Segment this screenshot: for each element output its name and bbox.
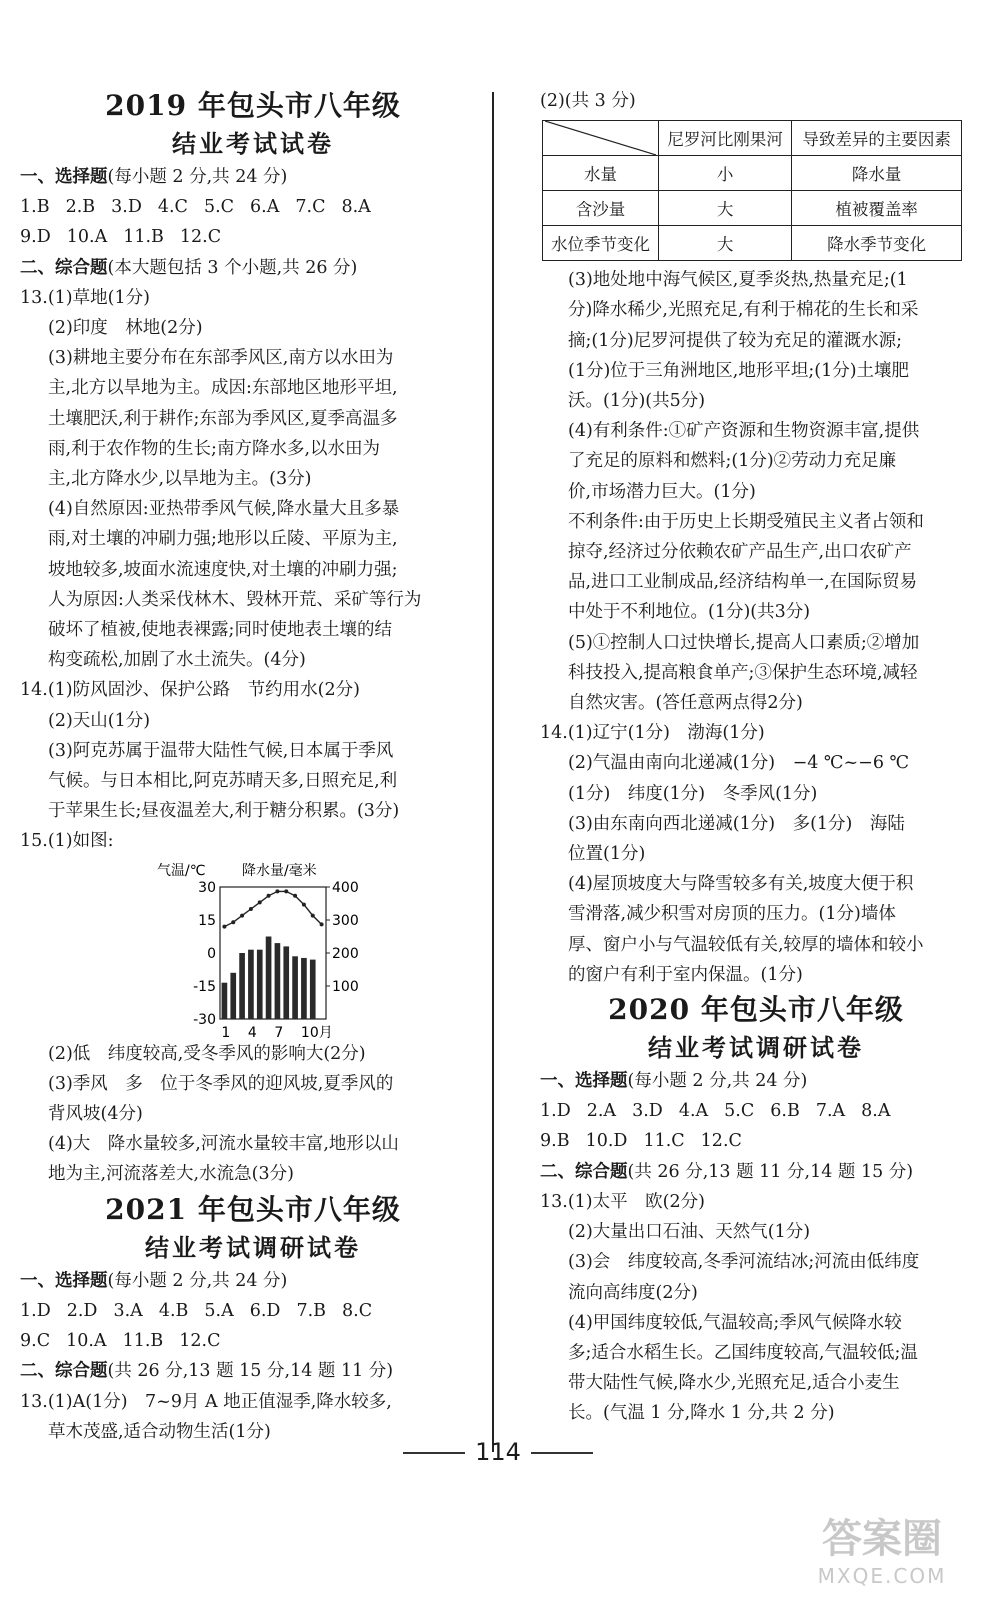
- mc-answer: 9.C: [20, 1331, 51, 1352]
- answer-line: 背风坡(4分): [48, 1104, 143, 1125]
- right-column: [540, 86, 972, 1429]
- answer-line: 的窗户有利于室内保温。(1分): [568, 964, 803, 985]
- temperature-point: [222, 924, 226, 928]
- mc-answer: 5.C: [203, 197, 235, 218]
- mc-answer: 1.D: [20, 1300, 51, 1321]
- table-cell: 降水量: [792, 156, 962, 191]
- right-tick-label: 300: [332, 912, 359, 929]
- table-cell: 小: [659, 156, 792, 191]
- answer-line: (4)屋顶坡度大与降雪较多有关,坡度大便于积: [568, 874, 914, 895]
- diagonal-line-icon: [545, 121, 656, 155]
- section-heading: 二、综合题(本大题包括 3 个小题,共 26 分): [20, 257, 358, 278]
- answer-line: (2)天山(1分): [48, 710, 151, 731]
- table-header-cell: 导致差异的主要因素: [792, 121, 962, 156]
- temperature-point: [275, 889, 279, 893]
- answer-line: (4)甲国纬度较低,气温较高;季风气候降水较: [568, 1312, 902, 1333]
- answer-line: (2)大量出口石油、天然气(1分): [568, 1222, 811, 1243]
- table-cell: 水量: [543, 156, 659, 191]
- climate-chart: [20, 857, 486, 1039]
- mc-answer: 4.A: [678, 1101, 709, 1122]
- left-tick-label: -30: [193, 1011, 216, 1028]
- mc-answer: 12.C: [179, 227, 222, 248]
- mc-answer: 11.C: [643, 1131, 685, 1152]
- temperature-point: [302, 902, 306, 906]
- answer-line: 沃。(1分)(共5分): [568, 391, 706, 412]
- answer-line: (2)气温由南向北递减(1分) −4 ℃~−6 ℃: [568, 753, 910, 774]
- answer-line: (3)地处地中海气候区,夏季炎热,热量充足;(1: [568, 270, 908, 291]
- answer-line: 长。(气温 1 分,降水 1 分,共 2 分): [568, 1403, 835, 1424]
- right-answers: [540, 265, 972, 990]
- temperature-point: [258, 900, 262, 904]
- answer-line: 厚、窗户小与气温较低有关,较厚的墙体和较小: [568, 934, 924, 955]
- x-tick-label: 7: [274, 1024, 284, 1039]
- mc-answer: 8.A: [861, 1101, 891, 1122]
- temperature-point: [284, 889, 288, 893]
- answer-line: 掠夺,经济过分依赖农矿产品生产,出口农矿产: [568, 542, 912, 563]
- mc-answer: 8.C: [342, 1300, 373, 1321]
- temperature-point: [293, 893, 297, 897]
- mc-answer: 10.A: [66, 1331, 107, 1352]
- x-tick-label: 10月: [300, 1024, 333, 1039]
- table-cell: 大: [659, 226, 792, 261]
- exam-2019-subtitle: 结业考试试卷: [172, 129, 334, 158]
- mc-answer: 8.A: [341, 197, 371, 218]
- answer-line: 构变疏松,加剧了水土流失。(4分): [48, 650, 306, 671]
- watermark-logo: 答案圈 MXQE.COM: [817, 1516, 947, 1588]
- mc-answer: 5.A: [204, 1300, 234, 1321]
- q13-2020: [540, 1187, 972, 1429]
- answer-line: (3)季风 多 位于冬季风的迎风坡,夏季风的: [48, 1073, 394, 1094]
- table-corner-cell: [543, 121, 659, 156]
- exam-2021-title: 2021 年包头市八年级: [105, 1192, 401, 1226]
- answer-line: 13.(1)草地(1分): [20, 287, 150, 308]
- left-tick-label: 0: [207, 945, 216, 962]
- mc-answer: 1.B: [20, 197, 50, 218]
- answer-line: 气候。与日本相比,阿克苏晴天多,日照充足,利: [48, 771, 398, 792]
- exam-2020-subtitle: 结业考试调研试卷: [648, 1033, 864, 1063]
- precip-bar: [248, 949, 254, 1018]
- answer-line: 破坏了植被,使地表裸露;同时使地表土壤的结: [48, 620, 392, 641]
- section-heading: 一、选择题(每小题 2 分,共 24 分): [20, 1270, 288, 1291]
- mc-answer: 4.C: [157, 197, 188, 218]
- precip-bar: [310, 959, 316, 1018]
- mc-answers-2020-row2: [540, 1126, 972, 1156]
- mc-answer: 7.A: [815, 1101, 846, 1122]
- answer-line: (4)大 降水量较多,河流水量较丰富,地形以山: [48, 1134, 399, 1155]
- precip-bar: [266, 936, 272, 1019]
- section-heading: 二、综合题(共 26 分,13 题 11 分,14 题 15 分): [540, 1161, 914, 1182]
- precip-bar: [301, 958, 307, 1019]
- answer-line: (3)会 纬度较高,冬季河流结冰;河流由低纬度: [568, 1252, 920, 1273]
- temperature-point: [240, 913, 244, 917]
- answer-line: 14.(1)辽宁(1分) 渤海(1分): [540, 723, 765, 744]
- answer-line: (5)①控制人口过快增长,提高人口素质;②增加: [568, 632, 920, 653]
- section-heading: 一、选择题(每小题 2 分,共 24 分): [540, 1071, 808, 1092]
- exam-2019-title: 2019 年包头市八年级: [105, 89, 401, 122]
- answer-line: 草木茂盛,适合动物生活(1分): [48, 1421, 271, 1442]
- mc-answer: 9.D: [20, 227, 51, 248]
- column-divider: [492, 92, 494, 1452]
- mc-answer: 6.D: [249, 1300, 281, 1321]
- mc-answer: 10.D: [585, 1131, 628, 1152]
- precip-bar: [292, 956, 298, 1019]
- right-axis-label: 降水量/毫米: [242, 862, 317, 879]
- answer-line: 人为原因:人类采伐林木、毁林开荒、采矿等行为: [48, 589, 422, 610]
- table-row: [543, 226, 962, 261]
- mc-answer: 7.B: [296, 1300, 327, 1321]
- mc-answer: 2.D: [66, 1300, 98, 1321]
- table-row: [543, 191, 962, 226]
- answer-line: 价,市场潜力巨大。(1分): [568, 481, 756, 502]
- x-tick-label: 1: [221, 1024, 231, 1039]
- section-heading: 二、综合题(共 26 分,13 题 15 分,14 题 11 分): [20, 1361, 394, 1382]
- answer-line: 13.(1)A(1分) 7~9月 A 地正值湿季,降水较多,: [20, 1391, 392, 1412]
- q13-2019: [20, 283, 486, 676]
- q14-2019: [20, 675, 486, 826]
- table-header-row: [543, 121, 962, 156]
- table-row: [543, 156, 962, 191]
- answer-line: 摘;(1分)尼罗河提供了较为充足的灌溉水源;: [568, 330, 903, 351]
- temperature-point: [267, 893, 271, 897]
- x-tick-label: 4: [247, 1024, 257, 1039]
- answer-line: 品,进口工业制成品,经济结构单一,在国际贸易: [568, 572, 918, 593]
- mc-answer: 9.B: [540, 1131, 570, 1152]
- q15-2019: [20, 1039, 486, 1190]
- mc-answer: 10.A: [66, 227, 108, 248]
- answer-line: 雨,对土壤的冲刷力强;地形以丘陵、平原为主,: [48, 529, 398, 550]
- river-comparison-table: [542, 120, 962, 261]
- answer-line: 了充足的原料和燃料;(1分)②劳动力充足廉: [568, 451, 897, 472]
- section-heading: 一、选择题(每小题 2 分,共 24 分): [20, 167, 288, 187]
- temperature-point: [311, 913, 315, 917]
- temperature-point: [320, 922, 324, 926]
- q15-2019-intro: 15.(1)如图:: [20, 831, 114, 852]
- left-tick-label: 30: [198, 879, 216, 896]
- climate-chart-svg: [20, 857, 360, 1039]
- answer-line: (4)自然原因:亚热带季风气候,降水量大且多暴: [48, 499, 400, 520]
- mc-answer: 5.C: [724, 1101, 755, 1122]
- temperature-point: [249, 907, 253, 911]
- table-cell: 降水季节变化: [792, 226, 962, 261]
- mc-answers-2019-row2: [20, 222, 486, 252]
- left-axis-label: 气温/℃: [157, 862, 206, 879]
- precip-bar: [222, 982, 228, 1018]
- answer-line: 不利条件:由于历史上长期受殖民主义者占领和: [568, 511, 924, 532]
- mc-answers-2020-row1: [540, 1096, 972, 1126]
- answer-line: (1分) 纬度(1分) 冬季风(1分): [568, 783, 818, 804]
- answer-line: 分)降水稀少,光照充足,有利于棉花的生长和采: [568, 300, 919, 321]
- mc-answer: 6.A: [250, 197, 280, 218]
- precip-bar: [230, 972, 236, 1018]
- answer-line: 流向高纬度(2分): [568, 1282, 698, 1303]
- answer-line: 科技投入,提高粮食单产;③保护生态环境,减轻: [568, 662, 918, 683]
- answer-line: 坡地较多,坡面水流速度快,对土壤的冲刷力强;: [48, 559, 398, 580]
- temperature-line: [224, 891, 321, 926]
- left-tick-label: -15: [193, 978, 216, 995]
- answer-line: 14.(1)防风固沙、保护公路 节约用水(2分): [20, 680, 360, 701]
- answer-line: 雨,利于农作物的生长;南方降水多,以水田为: [48, 438, 381, 459]
- mc-answer: 2.B: [65, 197, 96, 218]
- precip-bar: [283, 946, 289, 1019]
- temperature-point: [231, 920, 235, 924]
- right-tick-label: 400: [332, 879, 359, 896]
- mc-answers-2021-row2: [20, 1326, 486, 1356]
- answer-line: (3)耕地主要分布在东部季风区,南方以水田为: [48, 348, 394, 369]
- answer-line: 于苹果生长;昼夜温差大,利于糖分积累。(3分): [48, 801, 400, 822]
- precip-bar: [239, 953, 245, 1019]
- left-tick-label: 15: [198, 912, 216, 929]
- mc-answer: 3.A: [113, 1300, 143, 1321]
- answer-line: 自然灾害。(答任意两点得2分): [568, 693, 803, 714]
- answer-line: 雪滑落,减少积雪对房顶的压力。(1分)墙体: [568, 904, 896, 925]
- mc-answer: 4.B: [158, 1300, 189, 1321]
- answer-line: 中处于不利地位。(1分)(共3分): [568, 602, 811, 623]
- exam-2021-subtitle: 结业考试调研试卷: [145, 1232, 361, 1262]
- precip-bar: [257, 949, 263, 1018]
- table-header-cell: 尼罗河比刚果河: [659, 121, 792, 156]
- mc-answer: 1.D: [540, 1101, 571, 1122]
- exam-2020-title: 2020 年包头市八年级: [608, 993, 904, 1027]
- table-cell: 含沙量: [543, 191, 659, 226]
- mc-answer: 3.D: [632, 1101, 663, 1122]
- left-column: [20, 86, 486, 1447]
- mc-answers-2021-row1: [20, 1296, 486, 1326]
- mc-answer: 12.C: [700, 1131, 742, 1152]
- page-number: 114: [0, 1438, 996, 1466]
- mc-answer: 12.C: [179, 1331, 221, 1352]
- precip-bar: [275, 943, 281, 1019]
- table-cell: 大: [659, 191, 792, 226]
- mc-answer: 2.A: [586, 1101, 617, 1122]
- answer-line: 带大陆性气候,降水少,光照充足,适合小麦生: [568, 1373, 900, 1394]
- mc-answer: 11.B: [123, 227, 164, 248]
- mc-answer: 11.B: [122, 1331, 164, 1352]
- mc-answer: 7.C: [295, 197, 326, 218]
- answer-line: (3)阿克苏属于温带大陆性气候,日本属于季风: [48, 740, 394, 761]
- mc-answer: 3.D: [111, 197, 142, 218]
- table-cell: 水位季节变化: [543, 226, 659, 261]
- answer-line: (2)印度 林地(2分): [48, 318, 203, 339]
- mc-answers-2019-row1: [20, 192, 486, 222]
- answer-line: (3)由东南向西北递减(1分) 多(1分) 海陆: [568, 813, 905, 834]
- answer-line: 土壤肥沃,利于耕作;东部为季风区,夏季高温多: [48, 408, 398, 429]
- right-tick-label: 100: [332, 978, 359, 995]
- q2-intro: (2)(共 3 分): [540, 91, 636, 111]
- answer-line: 地为主,河流落差大,水流急(3分): [48, 1164, 294, 1185]
- mc-answer: 6.B: [770, 1101, 800, 1122]
- table-cell: 植被覆盖率: [792, 191, 962, 226]
- answer-line: (1分)位于三角洲地区,地形平坦;(1分)土壤肥: [568, 360, 910, 381]
- answer-line: 位置(1分): [568, 844, 646, 865]
- answer-line: (2)低 纬度较高,受冬季风的影响大(2分): [48, 1043, 366, 1064]
- answer-line: 13.(1)太平 欧(2分): [540, 1191, 705, 1212]
- answer-line: (4)有利条件:①矿产资源和生物资源丰富,提供: [568, 421, 920, 442]
- answer-line: 主,北方降水少,以旱地为主。(3分): [48, 469, 312, 490]
- answer-line: 多;适合水稻生长。乙国纬度较高,气温较低;温: [568, 1342, 918, 1363]
- answer-line: 主,北方以旱地为主。成因:东部地区地形平坦,: [48, 378, 398, 399]
- right-tick-label: 200: [332, 945, 359, 962]
